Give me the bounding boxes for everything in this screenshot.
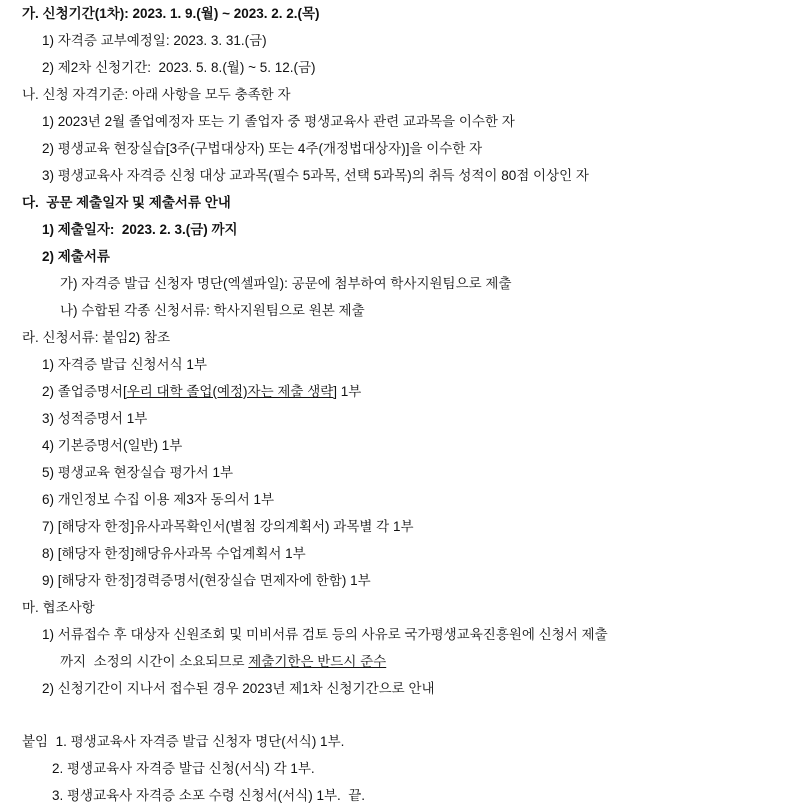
paragraph-row — [0, 297, 785, 324]
list-item-ra-2-underline: [우리 대학 졸업(예정)자는 제출 생략] — [122, 383, 338, 399]
list-item-ra-6: 6) 개인정보 수집 이용 제3자 동의서 1부 — [42, 491, 275, 507]
attachment-item-1: 1. 평생교육사 자격증 발급 신청자 명단(서식) 1부. — [55, 733, 345, 749]
paragraph-row — [0, 324, 785, 351]
list-item-ma-1-cont-underline: 제출기한은 반드시 준수 — [248, 653, 387, 669]
paragraph-row — [0, 135, 785, 162]
list-item-ra-7: 7) [해당자 한정]유사과목확인서(별첨 강의계획서) 과목별 각 1부 — [42, 518, 414, 534]
paragraph-row — [0, 486, 785, 513]
paragraph-row — [0, 621, 785, 648]
paragraph-row — [0, 270, 785, 297]
list-item-da-2-na: 나) 수합된 각종 신청서류: 학사지원팀으로 원본 제출 — [60, 302, 365, 318]
list-item-ra-2 — [0, 385, 361, 399]
paragraph-row — [0, 594, 785, 621]
list-item-ra-3: 3) 성적증명서 1부 — [42, 410, 148, 426]
attachment-label-text: 붙임 — [22, 733, 49, 749]
list-item-da-1: 1) 제출일자: 2023. 2. 3.(금) 까지 — [42, 221, 238, 237]
paragraph-row — [0, 675, 785, 702]
section-heading-ga: 가. 신청기간(1차): 2023. 1. 9.(월) ~ 2023. 2. 2.(목) — [22, 5, 320, 21]
paragraph-row — [0, 540, 785, 567]
list-item-ma-1: 1) 서류접수 후 대상자 신원조회 및 미비서류 검토 등의 사유로 국가평생교육진흥원에 신청서 제출 — [42, 626, 608, 642]
paragraph-row — [0, 351, 785, 378]
paragraph-row — [0, 405, 785, 432]
paragraph-row — [0, 81, 785, 108]
paragraph-row — [0, 0, 785, 27]
list-item-ma-2: 2) 신청기간이 지나서 접수된 경우 2023년 제1차 신청기간으로 안내 — [42, 680, 435, 696]
list-item-ra-9: 9) [해당자 한정]경력증명서(현장실습 면제자에 한함) 1부 — [42, 572, 371, 588]
attachment-row — [0, 728, 785, 755]
section-heading-da: 다. 공문 제출일자 및 제출서류 안내 — [22, 194, 231, 210]
attachment-item-3: 3. 평생교육사 자격증 소포 수령 신청서(서식) 1부. 끝. — [52, 787, 366, 803]
attachment-item-2: 2. 평생교육사 자격증 발급 신청(서식) 각 1부. — [52, 760, 315, 776]
list-item-ra-2-prefix: 2) 졸업증명서 — [42, 383, 123, 399]
section-heading-ra: 라. 신청서류: 붙임2) 참조 — [22, 329, 171, 345]
list-item-ma-1-cont-prefix: 까지 소정의 시간이 소요되므로 — [60, 653, 249, 669]
list-item-ga-2: 2) 제2차 신청기간: 2023. 5. 8.(월) ~ 5. 12.(금) — [42, 59, 316, 75]
attachment-row — [0, 782, 785, 809]
paragraph-row — [0, 513, 785, 540]
list-item-na-2: 2) 평생교육 현장실습[3주(구법대상자) 또는 4주(개정법대상자)]을 이수한 자 — [42, 140, 483, 156]
paragraph-row — [0, 648, 785, 675]
paragraph-row — [0, 162, 785, 189]
paragraph-row — [0, 54, 785, 81]
list-item-ra-5: 5) 평생교육 현장실습 평가서 1부 — [42, 464, 234, 480]
spacer — [0, 702, 785, 728]
attachment-label-spacer — [48, 735, 56, 749]
paragraph-row — [0, 432, 785, 459]
list-item-ra-8: 8) [해당자 한정]해당유사과목 수업계획서 1부 — [42, 545, 306, 561]
attachment-row — [0, 755, 785, 782]
list-item-ra-2-suffix: 1부 — [337, 383, 362, 399]
list-item-da-2-ga: 가) 자격증 발급 신청자 명단(엑셀파일): 공문에 첨부하여 학사지원팀으로 제출 — [60, 275, 512, 291]
section-heading-ma: 마. 협조사항 — [22, 599, 95, 615]
list-item-da-2: 2) 제출서류 — [42, 248, 110, 264]
attachment-label — [0, 735, 344, 749]
list-item-ma-1-continuation — [0, 655, 386, 669]
paragraph-row — [0, 189, 785, 216]
list-item-na-3: 3) 평생교육사 자격증 신청 대상 교과목(필수 5과목, 선택 5과목)의 취득 성적이 80점 이상인 자 — [42, 167, 589, 183]
section-heading-na: 나. 신청 자격기준: 아래 사항을 모두 충족한 자 — [22, 86, 291, 102]
paragraph-row — [0, 108, 785, 135]
list-item-ra-1: 1) 자격증 발급 신청서식 1부 — [42, 356, 207, 372]
paragraph-row — [0, 567, 785, 594]
paragraph-row — [0, 216, 785, 243]
list-item-ga-1: 1) 자격증 교부예정일: 2023. 3. 31.(금) — [42, 32, 267, 48]
paragraph-row — [0, 378, 785, 405]
paragraph-row — [0, 243, 785, 270]
paragraph-row — [0, 459, 785, 486]
list-item-ra-4: 4) 기본증명서(일반) 1부 — [42, 437, 183, 453]
paragraph-row — [0, 27, 785, 54]
list-item-na-1: 1) 2023년 2월 졸업예정자 또는 기 졸업자 중 평생교육사 관련 교과목을 이수한 자 — [42, 113, 515, 129]
